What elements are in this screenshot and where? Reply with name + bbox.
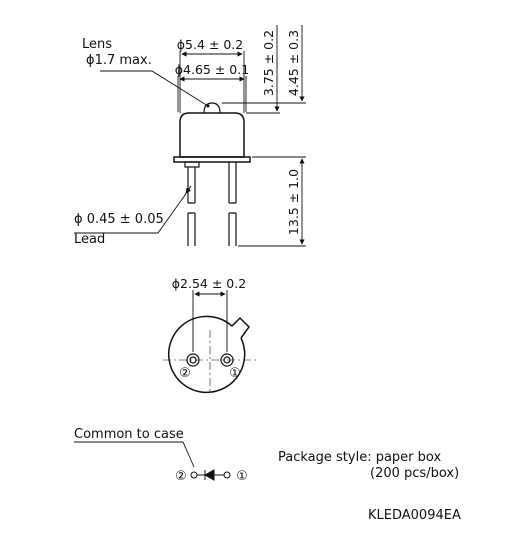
schematic-pin1-label: ① xyxy=(236,469,248,484)
common-to-case-label: Common to case xyxy=(74,427,184,442)
bottom-view xyxy=(163,290,258,392)
schematic xyxy=(74,442,230,480)
bottom-pin2-label: ② xyxy=(179,366,191,381)
schematic-pin2-label: ② xyxy=(175,469,187,484)
drawing-code: KLEDA0094EA xyxy=(368,508,461,523)
terminal-2 xyxy=(191,472,197,478)
lead-length-text: 13.5 ± 1.0 xyxy=(286,168,301,236)
case-dia-text: ϕ5.4 ± 0.2 xyxy=(176,37,244,52)
terminal-1 xyxy=(224,472,230,478)
flange-dia-text: ϕ4.65 ± 0.1 xyxy=(174,62,250,77)
package-style-label: Package style: paper box xyxy=(278,450,442,465)
case-body xyxy=(180,113,244,157)
lead-right-lower xyxy=(229,213,236,246)
lens-dia-label: ϕ1.7 max. xyxy=(86,53,152,68)
total-height-text: 4.45 ± 0.3 xyxy=(286,29,301,97)
case-flange xyxy=(174,157,250,162)
diode-symbol xyxy=(205,470,214,480)
lens-label: Lens xyxy=(82,37,113,52)
lead-left-upper xyxy=(188,167,195,203)
package-qty-label: (200 pcs/box) xyxy=(370,466,460,481)
lead-dia-label: ϕ 0.45 ± 0.05 xyxy=(74,212,164,227)
lead-right-upper xyxy=(229,162,236,203)
dim-case-dia xyxy=(180,51,244,113)
lead-label: Lead xyxy=(74,232,106,247)
lens-height-text: 3.75 ± 0.2 xyxy=(261,29,276,97)
bottom-pin1-label: ① xyxy=(229,366,241,381)
pitch-text: ϕ2.54 ± 0.2 xyxy=(171,276,247,291)
lead-left-lower xyxy=(188,213,195,246)
case-leader xyxy=(74,442,194,467)
